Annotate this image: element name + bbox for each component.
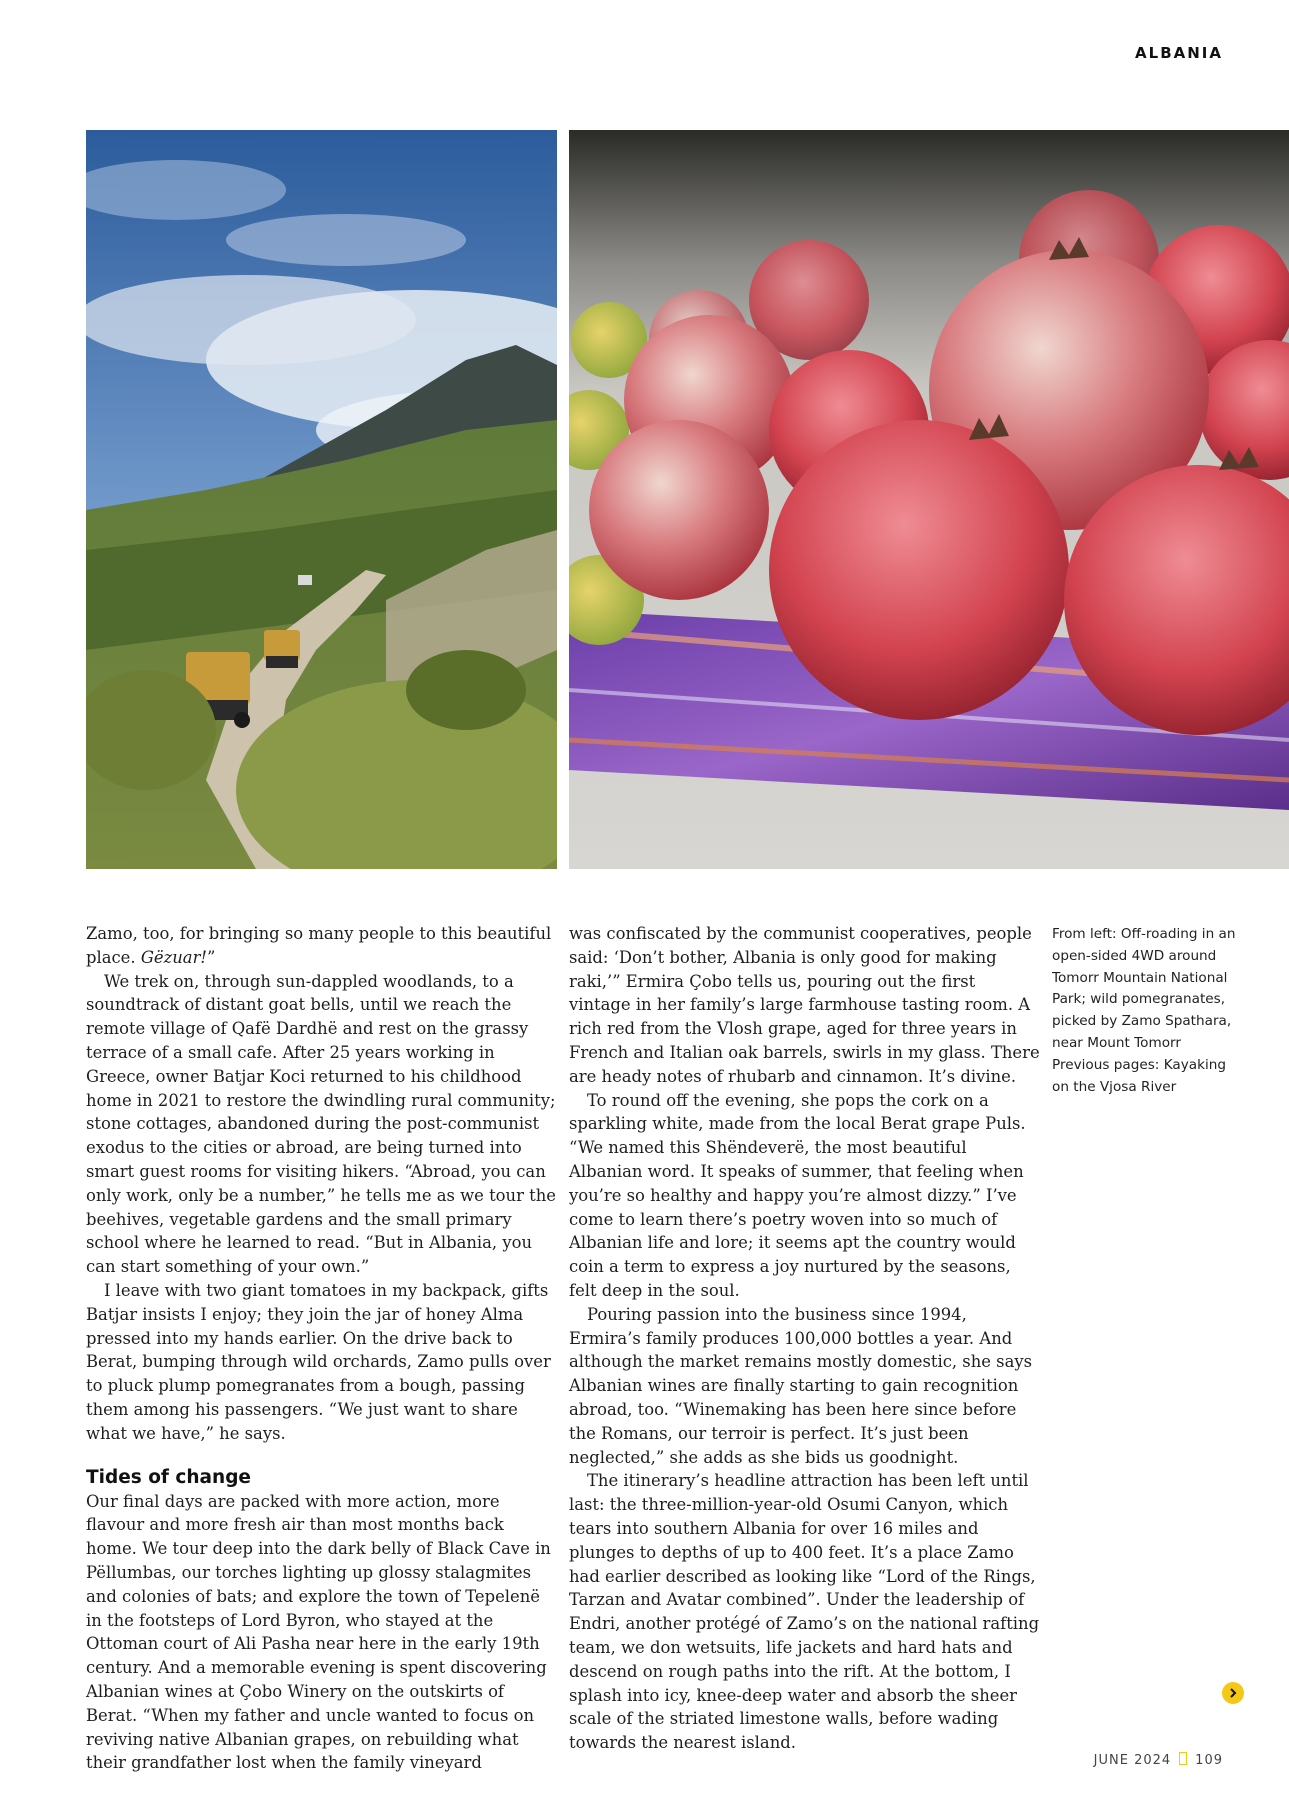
paragraph: was confiscated by the communist cooperatives, people said: ‘Don’t bother, Albania is only good for making raki,’” Ermira Çobo tells us, pouring out the first vintage in her family’s large farmhouse tasting room. A rich red from the Vlosh grape, aged for three years in French and Italian oak barrels, swirls in my glass. There are heady notes of rhubarb and cinnamon. It’s divine.: [569, 924, 1040, 1086]
page-footer: [1094, 1752, 1223, 1768]
caption-text: Previous pages: Kayaking on the Vjosa River: [1052, 1056, 1226, 1095]
photo-caption: [1052, 924, 1242, 1098]
photo-offroad-track: [86, 130, 557, 869]
paragraph: Our final days are packed with more action, more flavour and more fresh air than most months back home. We tour deep into the dark belly of Black Cave in Pëllumbas, our torches lighting up glossy stalagmites and colonies of bats; and explore the town of Tepelenë in the footsteps of Lord Byron, who stayed at the Ottoman court of Ali Pasha near here in the early 19th century. And a memorable evening is spent discovering Albanian wines at Çobo Winery on the outskirts of Berat. “When my father and uncle wanted to focus on reviving native Albanian grapes, on rebuilding what their grandfather lost when the family vineyard: [86, 1491, 551, 1773]
article-column-left: [86, 922, 558, 1775]
page-number: 109: [1195, 1753, 1223, 1768]
paragraph-text: Zamo, too, for bringing so many people to this beautiful place.: [86, 924, 552, 967]
article-column-middle: [569, 922, 1041, 1755]
paragraph: I leave with two giant tomatoes in my backpack, gifts Batjar insists I enjoy; they join the jar of honey Alma pressed into my hands earlier. On the drive back to Berat, bumping through wild orchards, Zamo pulls over to pluck plump pomegranates from a bough, passing them among his passengers. “We just want to share what we have,” he says.: [86, 1280, 551, 1443]
paragraph-text: ”: [207, 947, 216, 967]
photo-pomegranates: [569, 130, 1289, 869]
chevron-right-icon: [1222, 1682, 1244, 1704]
paragraph: We trek on, through sun-dappled woodlands, to a soundtrack of distant goat bells, until we reach the remote village of Qafë Dardhë and rest on the grassy terrace of a small cafe. After 25 years working in Greece, owner Batjar Koci returned to his childhood home in 2021 to restore the dwindling rural community; stone cottages, abandoned during the post-communist exodus to the cities or abroad, are being turned into smart guest rooms for visiting hikers. “Abroad, you can only work, only be a number,” he tells me as we tour the beehives, vegetable gardens and the small primary school where he learned to read. “But in Albania, you can start something of your own.”: [86, 971, 556, 1277]
subheading: Tides of change: [86, 1466, 251, 1488]
section-label: ALBANIA: [1135, 44, 1223, 62]
issue-date: JUNE 2024: [1093, 1753, 1172, 1768]
paragraph: To round off the evening, she pops the cork on a sparkling white, made from the local Berat grape Puls. “We named this Shëndeverë, the most beautiful Albanian word. It speaks of summer, that feeling when you’re so healthy and happy you’re almost dizzy.” I’ve come to learn there’s poetry woven into so much of Albanian life and lore; it seems apt the country would coin a term to express a joy nurtured by the seasons, felt deep in the soul.: [569, 1090, 1026, 1300]
paragraph: [86, 922, 558, 970]
paragraph: The itinerary’s headline attraction has been left until last: the three-million-year-old Osumi Canyon, which tears into southern Albania for over 16 miles and plunges to depths of up to 400 feet. It’s a place Zamo had earlier described as looking like “Lord of the Rings, Tarzan and Avatar combined”. Under the leadership of Endri, another protégé of Zamo’s on the national rafting team, we don wetsuits, life jackets and hard hats and descend on rough paths into the rift. At the bottom, I splash into icy, knee-deep water and absorb the sheer scale of the striated limestone walls, before wading towards the nearest island.: [569, 1471, 1040, 1753]
separator-icon: [1179, 1752, 1187, 1765]
italic-term: Gëzuar!: [140, 947, 207, 967]
paragraph: Pouring passion into the business since 1994, Ermira’s family produces 100,000 bottles a year. And although the market remains mostly domestic, she says Albanian wines are finally starting to gain recognition abroad, too. “Winemaking has been here since before the Romans, our terroir is perfect. It’s just been neglected,” she adds as she bids us goodnight.: [569, 1304, 1033, 1467]
caption-text: From left: Off-roading in an open-sided 4WD around Tomorr Mountain National Park; wild pomegranates, picked by Zamo Spathara, near Mount Tomorr: [1052, 926, 1236, 1051]
